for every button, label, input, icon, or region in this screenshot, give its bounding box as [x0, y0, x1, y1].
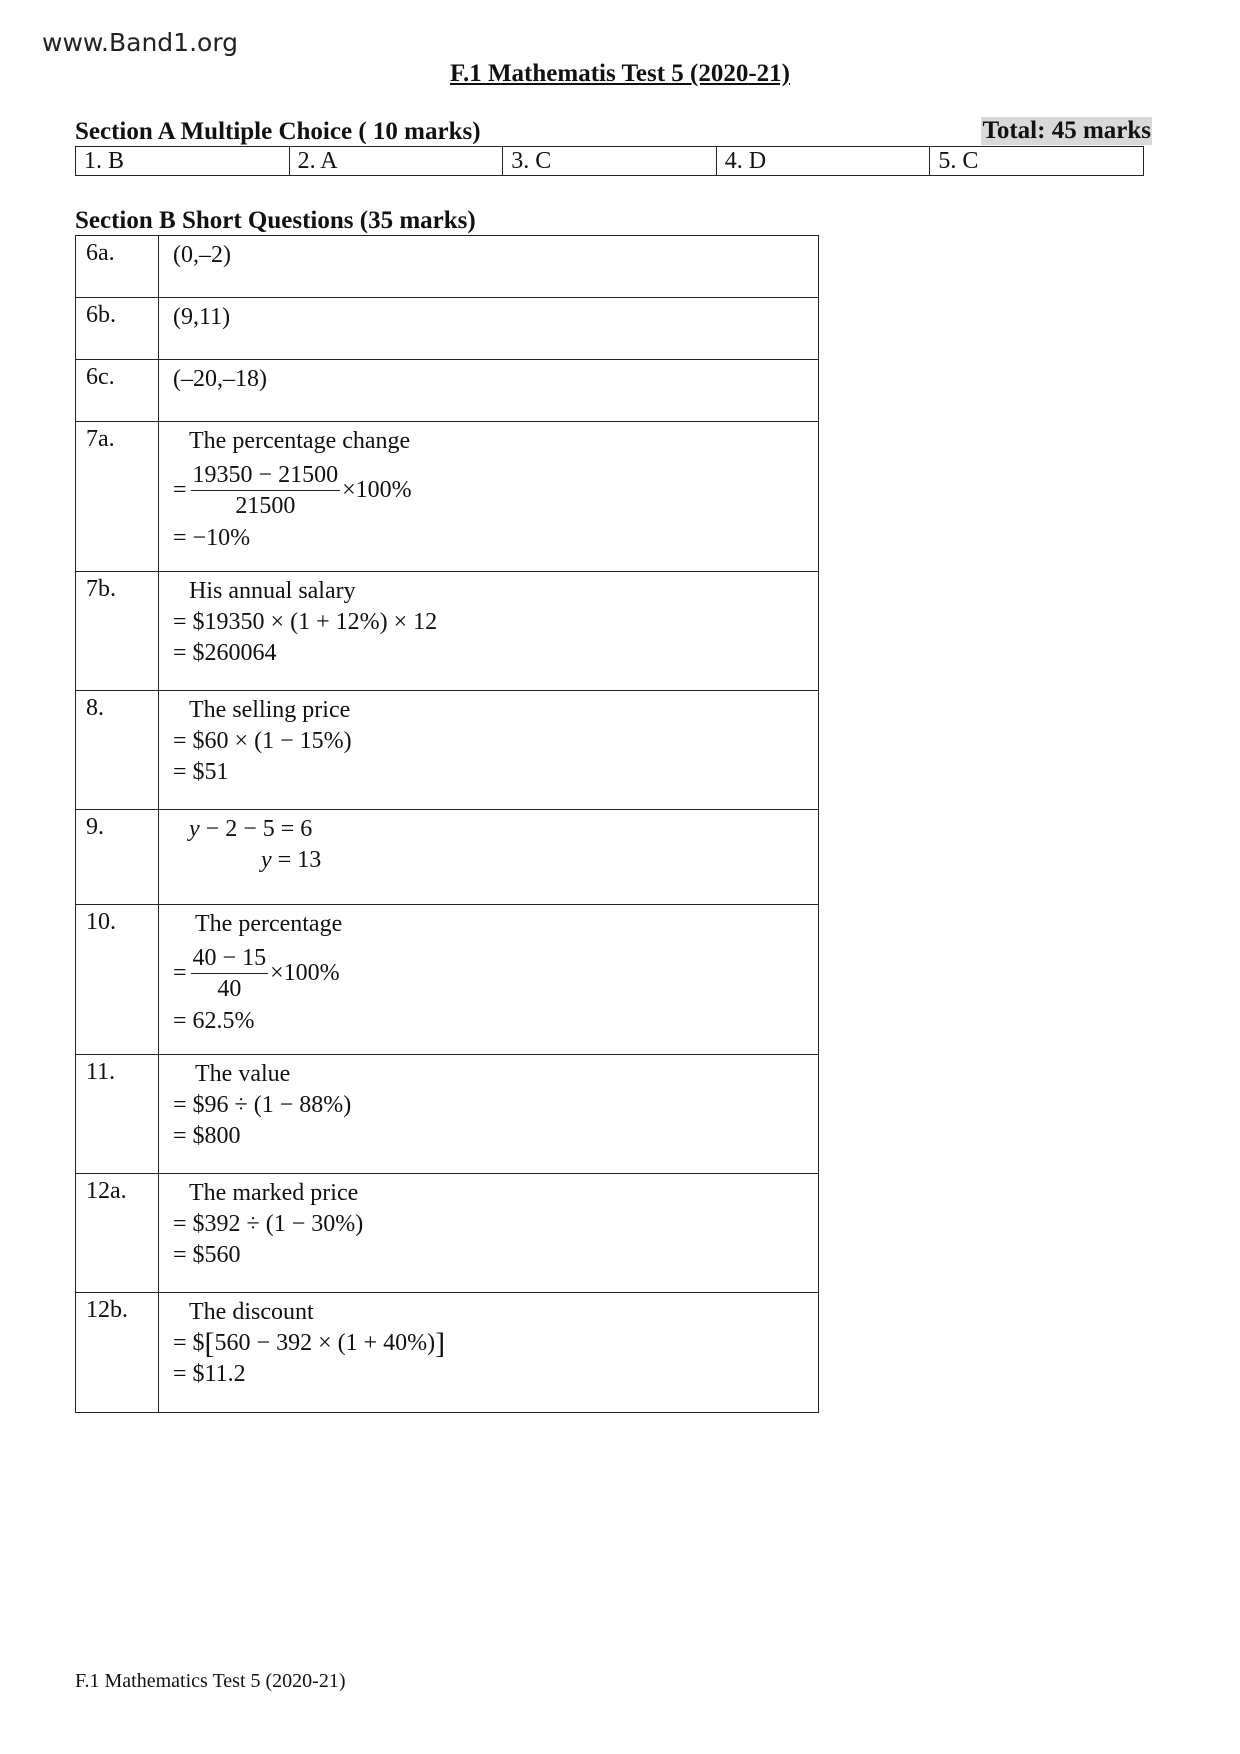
equals-sign: = — [173, 476, 187, 503]
answer-line: His annual salary — [189, 578, 356, 604]
multiplier: ×100% — [342, 476, 412, 503]
answer-line — [173, 1328, 818, 1359]
question-number: 6c. — [76, 360, 159, 422]
site-url: www.Band1.org — [42, 28, 239, 57]
variable-y: y — [189, 816, 200, 842]
equation-prefix: = $ — [173, 1330, 205, 1356]
question-number: 10. — [76, 905, 159, 1055]
multiplier: ×100% — [270, 959, 340, 986]
question-number: 7a. — [76, 422, 159, 572]
mc-answer-4: 4. D — [716, 147, 930, 176]
question-number: 8. — [76, 691, 159, 810]
question-number: 12b. — [76, 1293, 159, 1413]
mc-row — [76, 147, 1144, 176]
answer-line: The selling price — [189, 697, 351, 723]
q12b-answer — [159, 1293, 819, 1413]
q9-answer — [159, 810, 819, 905]
section-b-heading: Section B Short Questions (35 marks) — [75, 207, 476, 234]
q7b-row — [76, 572, 819, 691]
question-number: 12a. — [76, 1174, 159, 1293]
variable-y: y — [261, 847, 272, 873]
answer-line: = $560 — [173, 1242, 241, 1268]
question-number: 6b. — [76, 298, 159, 360]
equation-rest: = 13 — [271, 847, 322, 873]
denominator: 40 — [217, 975, 242, 1002]
answer-line: The discount — [189, 1299, 314, 1325]
fraction — [191, 943, 269, 1004]
q12b-row — [76, 1293, 819, 1413]
title-text: F.1 Mathematis Test 5 (2020-21) — [449, 60, 791, 87]
answer-line: The percentage — [195, 911, 343, 937]
fraction — [191, 460, 341, 521]
q11-answer — [159, 1055, 819, 1174]
q6c-row — [76, 360, 819, 422]
answer-line: The value — [195, 1061, 291, 1087]
equation-rest: − 2 − 5 = 6 — [199, 816, 313, 842]
total-marks: Total: 45 marks — [982, 117, 1151, 144]
q7a-row — [76, 422, 819, 572]
answer-line: The percentage change — [189, 428, 411, 454]
answer-line: (–20,–18) — [173, 366, 267, 392]
answer-line: = $260064 — [173, 640, 277, 666]
mc-answer-5: 5. C — [930, 147, 1144, 176]
question-number: 11. — [76, 1055, 159, 1174]
fraction-line — [173, 940, 818, 1006]
mc-answer-3: 3. C — [503, 147, 717, 176]
answer-line: = −10% — [173, 525, 251, 551]
answer-line — [173, 814, 818, 845]
close-bracket: ] — [435, 1327, 446, 1360]
answer-line: = $96 ÷ (1 − 88%) — [173, 1092, 352, 1118]
answer-line — [173, 845, 818, 876]
q6c-answer — [159, 360, 819, 422]
short-questions-table — [75, 235, 819, 1413]
page-title — [0, 60, 1240, 88]
q8-answer — [159, 691, 819, 810]
answer-line: = $800 — [173, 1123, 241, 1149]
q6a-row — [76, 236, 819, 298]
bracket-content: 560 − 392 × (1 + 40%) — [214, 1330, 436, 1356]
answer-line: = $60 × (1 − 15%) — [173, 728, 352, 754]
denominator: 21500 — [235, 492, 296, 519]
mc-answer-table — [75, 146, 1144, 176]
answer-line: = $51 — [173, 759, 229, 785]
answer-line: = $11.2 — [173, 1361, 246, 1387]
open-bracket: [ — [204, 1327, 215, 1360]
q8-row — [76, 691, 819, 810]
question-number: 6a. — [76, 236, 159, 298]
mc-answer-1: 1. B — [76, 147, 290, 176]
q9-row — [76, 810, 819, 905]
numerator: 19350 − 21500 — [191, 460, 341, 491]
mc-answer-2: 2. A — [289, 147, 503, 176]
page-footer: F.1 Mathematics Test 5 (2020-21) — [75, 1670, 346, 1692]
q10-row — [76, 905, 819, 1055]
answer-line: (9,11) — [173, 304, 231, 330]
q10-answer — [159, 905, 819, 1055]
equals-sign: = — [173, 959, 187, 986]
answer-line: = $19350 × (1 + 12%) × 12 — [173, 609, 438, 635]
answer-line: = 62.5% — [173, 1008, 255, 1034]
answer-line: (0,–2) — [173, 242, 231, 268]
q6b-answer — [159, 298, 819, 360]
q12a-answer — [159, 1174, 819, 1293]
numerator: 40 − 15 — [191, 943, 269, 974]
question-number: 7b. — [76, 572, 159, 691]
q6b-row — [76, 298, 819, 360]
fraction-line — [173, 457, 818, 523]
section-a-heading: Section A Multiple Choice ( 10 marks) — [75, 118, 481, 145]
q11-row — [76, 1055, 819, 1174]
q12a-row — [76, 1174, 819, 1293]
q7a-answer — [159, 422, 819, 572]
answer-line: The marked price — [189, 1180, 359, 1206]
question-number: 9. — [76, 810, 159, 905]
q6a-answer — [159, 236, 819, 298]
q7b-answer — [159, 572, 819, 691]
answer-line: = $392 ÷ (1 − 30%) — [173, 1211, 364, 1237]
